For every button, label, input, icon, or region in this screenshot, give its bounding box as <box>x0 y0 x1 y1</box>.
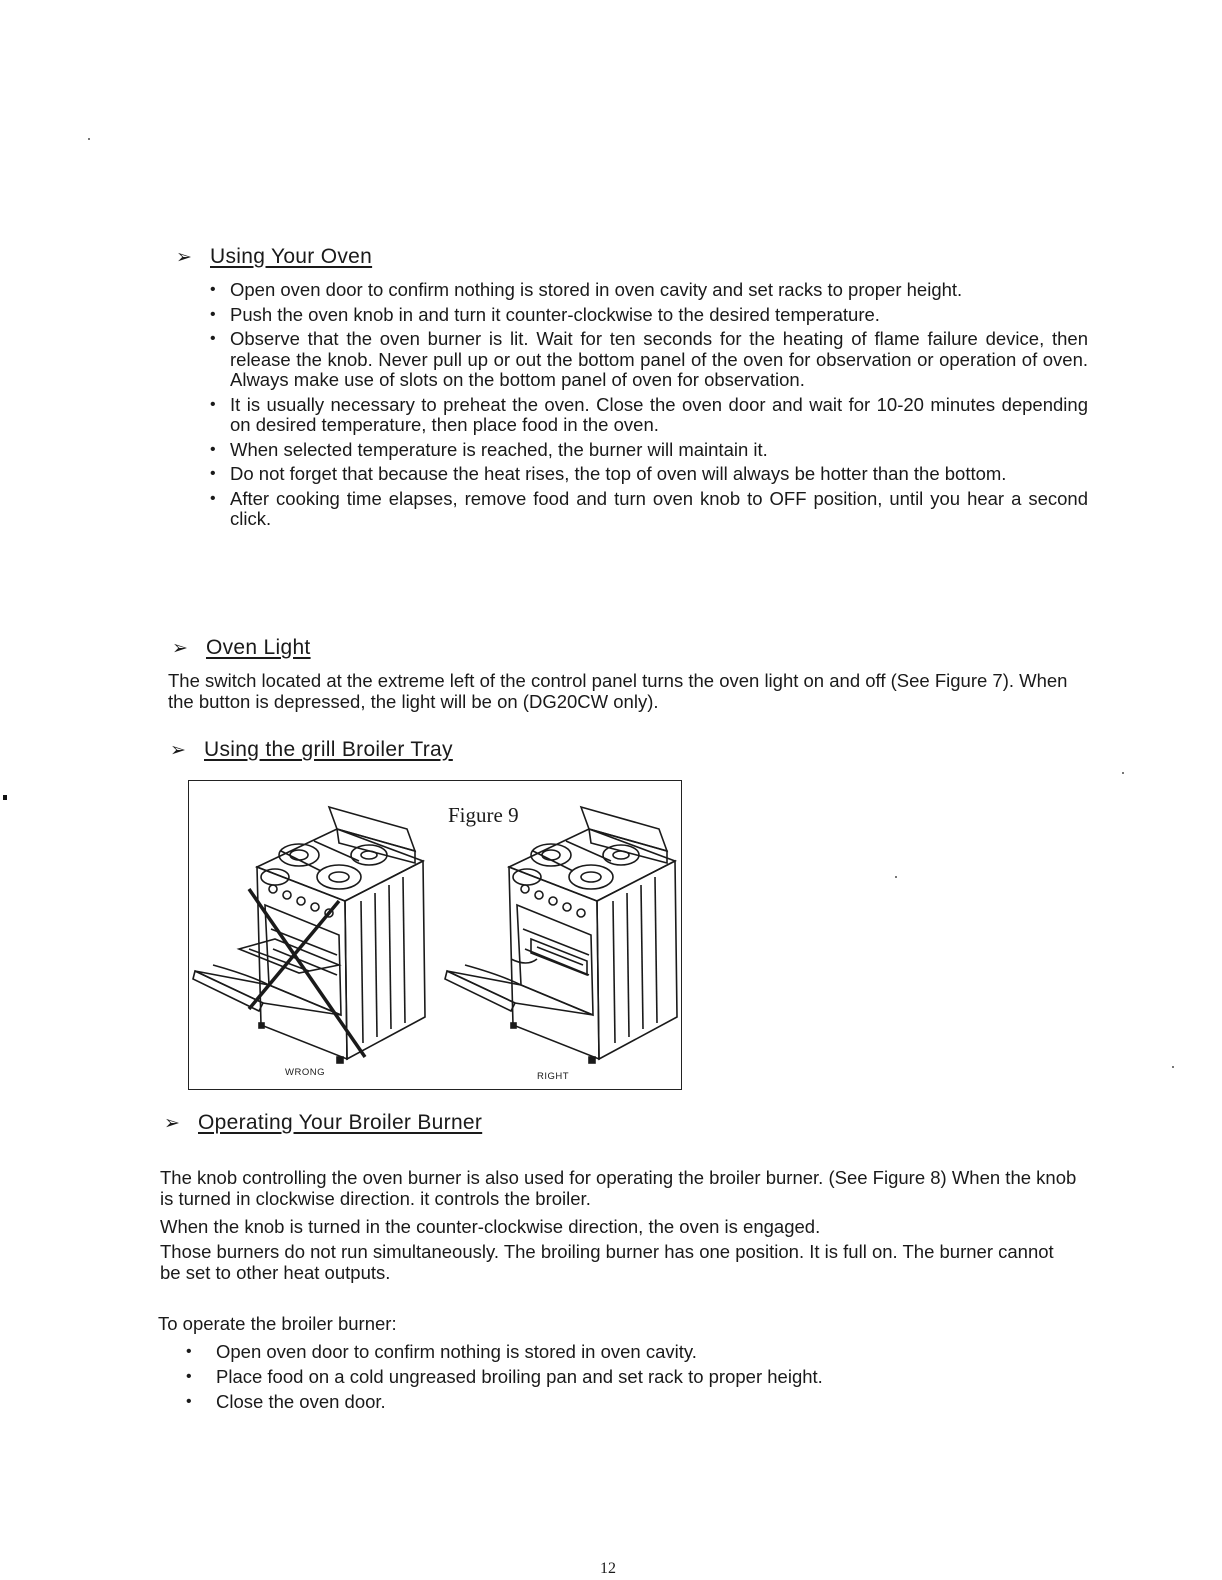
page-number: 12 <box>600 1560 616 1577</box>
scan-speck <box>3 795 7 800</box>
section-title: Using Your Oven <box>210 245 373 268</box>
section-title: Oven Light <box>206 636 311 659</box>
right-label: RIGHT <box>537 1071 570 1082</box>
list-item: • After cooking time elapses, remove food and turn oven knob to OFF position, until you hear a second click. <box>208 489 1088 530</box>
section-heading-broiler-burner <box>164 1111 482 1135</box>
section-title: Using the grill Broiler Tray <box>204 738 453 761</box>
stove-right-illustration <box>441 789 691 1069</box>
broiler-paragraph-2: When the knob is turned in the counter-clockwise direction, the oven is engaged. <box>160 1216 821 1237</box>
wrong-label: WRONG <box>285 1067 325 1078</box>
arrow-bullet-icon: ➢ <box>172 638 189 659</box>
oven-light-text: The switch located at the extreme left of the control panel turns the oven light on and off (See Figure 7). When the button is depressed, the light will be on (DG20CW only). <box>168 670 1068 712</box>
arrow-bullet-icon: ➢ <box>176 247 193 268</box>
list-item: • Push the oven knob in and turn it counter-clockwise to the desired temperature. <box>208 305 1088 326</box>
arrow-bullet-icon: ➢ <box>164 1113 181 1134</box>
list-item: • Open oven door to confirm nothing is stored in oven cavity and set racks to proper height. <box>208 280 1088 301</box>
list-item: • It is usually necessary to preheat the oven. Close the oven door and wait for 10-20 minutes depending on desired temperature, then place food in the oven. <box>208 395 1088 436</box>
broiler-paragraph-3: Those burners do not run simultaneously. The broiling burner has one position. It is full on. The burner cannot be set to other heat outputs. <box>160 1241 1054 1283</box>
list-item: • Observe that the oven burner is lit. Wait for ten seconds for the heating of flame failure device, then release the knob. Never pull up or out the bottom panel of the oven for observation or operation of oven. Always make use of slots on the bottom panel of oven for observation. <box>208 329 1088 391</box>
list-item: • Do not forget that because the heat rises, the top of oven will always be hotter than the bottom. <box>208 464 1088 485</box>
figure-9 <box>188 780 682 1090</box>
scan-speck <box>895 876 897 878</box>
arrow-bullet-icon: ➢ <box>170 740 187 761</box>
broiler-steps-list <box>184 1341 1044 1416</box>
list-item: • Open oven door to confirm nothing is stored in oven cavity. <box>184 1341 1044 1362</box>
scan-speck <box>1172 1066 1174 1068</box>
scan-speck <box>1122 772 1124 774</box>
broiler-intro: To operate the broiler burner: <box>158 1313 397 1334</box>
list-item: • When selected temperature is reached, the burner will maintain it. <box>208 440 1088 461</box>
section-heading-using-oven <box>176 245 372 269</box>
figure-caption: Figure 9 <box>448 803 519 827</box>
section-heading-grill-tray <box>170 738 453 762</box>
scan-speck <box>88 138 90 140</box>
list-item: • Place food on a cold ungreased broiling pan and set rack to proper height. <box>184 1366 1044 1387</box>
using-oven-list <box>208 280 1088 534</box>
stove-wrong-illustration <box>189 789 439 1069</box>
list-item: • Close the oven door. <box>184 1391 1044 1412</box>
broiler-paragraph-1: The knob controlling the oven burner is also used for operating the broiler burner. (See Figure 8) When the knob is turned in clockwise direction. it controls the broiler. <box>160 1167 1077 1209</box>
section-heading-oven-light <box>172 636 311 660</box>
section-title: Operating Your Broiler Burner <box>198 1111 483 1134</box>
